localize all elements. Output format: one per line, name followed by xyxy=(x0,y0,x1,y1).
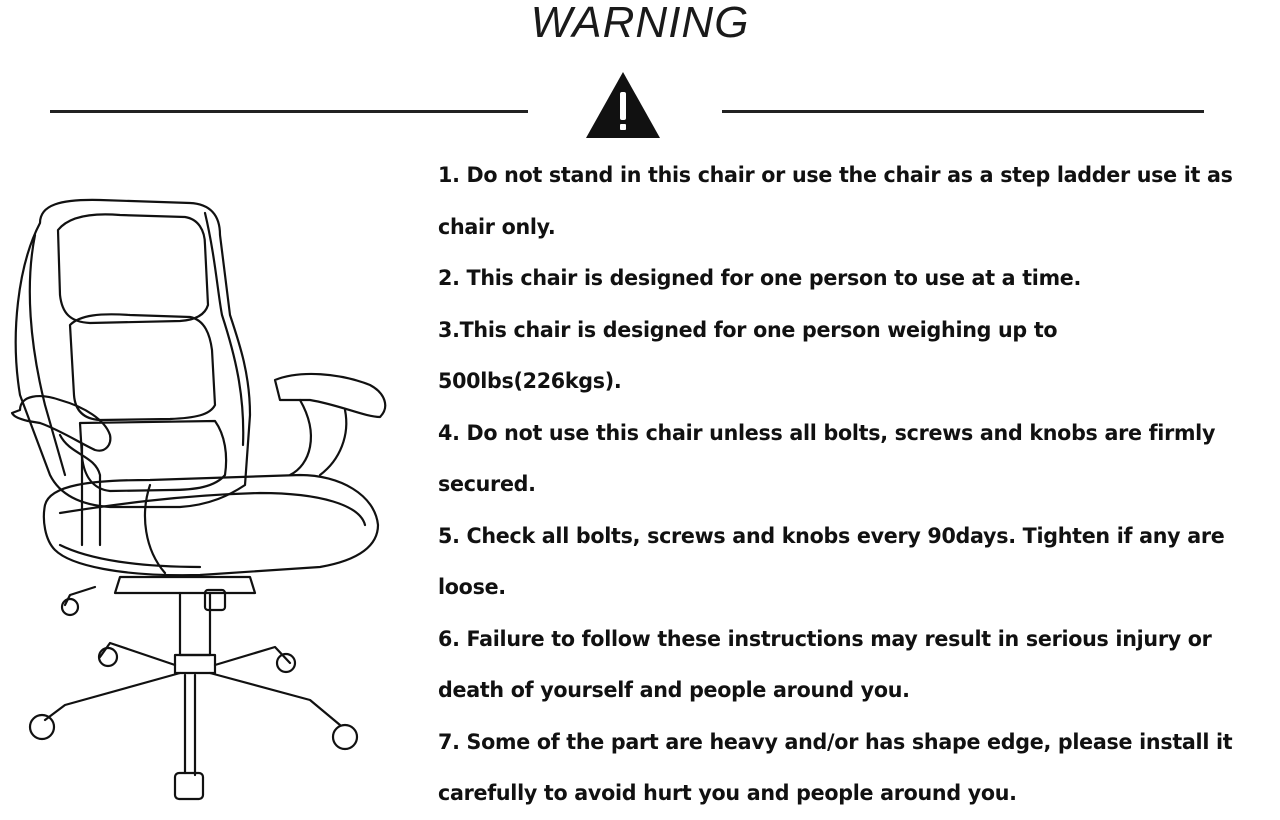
instruction-5-line-1: 5. Check all bolts, screws and knobs every 90days. Tighten if any are xyxy=(438,523,1225,549)
instruction-6-line-1: 6. Failure to follow these instructions may result in serious injury or xyxy=(438,626,1212,652)
instruction-1-line-1: 1. Do not stand in this chair or use the chair as a step ladder use it as xyxy=(438,163,1233,188)
divider-left xyxy=(50,110,528,113)
warning-title: WARNING xyxy=(530,0,750,47)
instruction-3-line-1: 3.This chair is designed for one person weighing up to xyxy=(438,317,1058,343)
warning-triangle-icon xyxy=(584,70,662,140)
divider-right xyxy=(722,110,1204,113)
instruction-1-line-2: chair only. xyxy=(438,214,556,240)
instruction-7-line-1: 7. Some of the part are heavy and/or has shape edge, please install it xyxy=(438,729,1233,755)
instruction-2-line-1: 2. This chair is designed for one person to use at a time. xyxy=(438,266,1082,291)
instruction-7-line-2: carefully to avoid hurt you and people around you. xyxy=(438,781,1017,806)
instruction-3-line-2: 500lbs(226kgs). xyxy=(438,369,622,394)
instruction-4-line-2: secured. xyxy=(438,472,536,497)
instructions-list xyxy=(438,150,1278,820)
office-chair-illustration xyxy=(0,195,400,805)
instruction-5-line-2: loose. xyxy=(438,575,506,600)
instruction-4-line-1: 4. Do not use this chair unless all bolts, screws and knobs are firmly xyxy=(438,420,1216,446)
instruction-6-line-2: death of yourself and people around you. xyxy=(438,678,910,703)
